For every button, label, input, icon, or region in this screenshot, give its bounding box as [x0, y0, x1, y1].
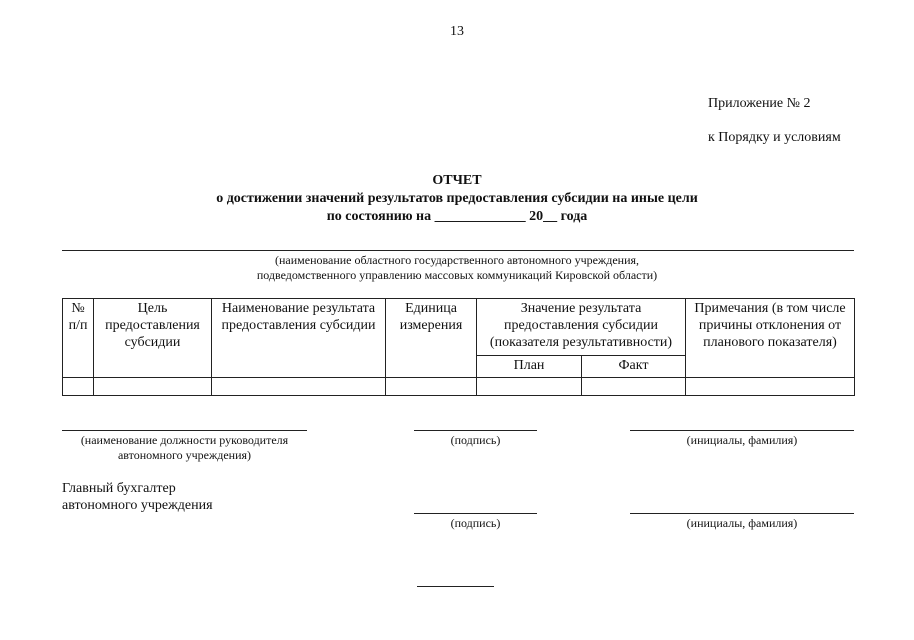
head-position-line: [62, 430, 307, 431]
report-heading: ОТЧЕТ: [432, 173, 482, 188]
report-date-line: по состоянию на _____________ 20__ года: [326, 209, 588, 224]
header-number: № п/п: [63, 299, 94, 378]
page-number: 13: [450, 24, 464, 39]
head-position-caption-line1: (наименование должности руководителя: [80, 433, 289, 447]
accountant-title-line1: Главный бухгалтер: [62, 481, 176, 496]
report-table: [62, 298, 855, 396]
cell-fact: [582, 378, 686, 396]
header-unit: Единица измерения: [386, 299, 477, 378]
head-initials-line: [630, 430, 854, 431]
table-row: [63, 378, 855, 396]
cell-unit: [386, 378, 477, 396]
header-fact: Факт: [582, 356, 686, 378]
header-plan: План: [477, 356, 582, 378]
appendix-reference: к Порядку и условиям: [708, 130, 841, 145]
cell-result-name: [212, 378, 386, 396]
header-result-name: Наименование результата предоставления субсидии: [212, 299, 386, 378]
cell-number: [63, 378, 94, 396]
org-name-line: [62, 250, 854, 251]
footer-rule: [417, 586, 494, 587]
accountant-signature-caption: (подпись): [450, 516, 501, 530]
header-goal: Цель предоставления субсидии: [94, 299, 212, 378]
org-caption-line1: (наименование областного государственного автономного учреждения,: [274, 253, 640, 267]
cell-goal: [94, 378, 212, 396]
head-initials-caption: (инициалы, фамилия): [686, 433, 798, 447]
accountant-title-line2: автономного учреждения: [62, 498, 213, 513]
accountant-initials-line: [630, 513, 854, 514]
accountant-signature-line: [414, 513, 537, 514]
head-position-caption-line2: автономного учреждения): [117, 448, 252, 462]
cell-notes: [686, 378, 855, 396]
accountant-initials-caption: (инициалы, фамилия): [686, 516, 798, 530]
header-notes: Примечания (в том числе причины отклонения от планового показателя): [686, 299, 855, 378]
report-subtitle: о достижении значений результатов предоставления субсидии на иные цели: [216, 191, 698, 206]
appendix-label: Приложение № 2: [708, 96, 811, 111]
org-caption-line2: подведомственного управлению массовых коммуникаций Кировской области): [256, 268, 658, 282]
head-signature-line: [414, 430, 537, 431]
head-signature-caption: (подпись): [450, 433, 501, 447]
header-value: Значение результата предоставления субсидии (показателя результативности): [477, 299, 686, 356]
cell-plan: [477, 378, 582, 396]
